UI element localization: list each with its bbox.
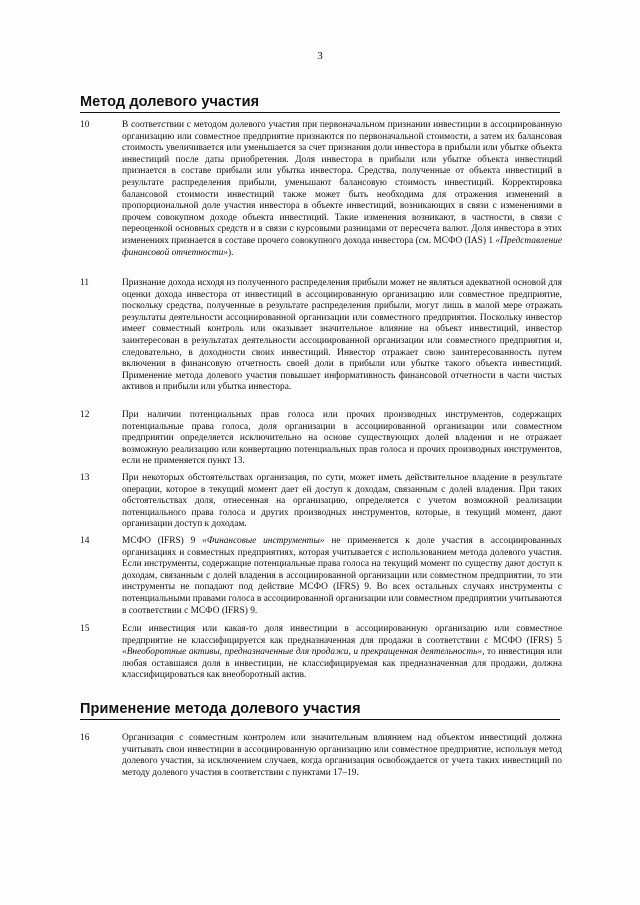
paragraph-text-part: не применяется к доле участия в ассоциированных организациях и совместных предприятиях, которая учитывается с использованием метода долевого участия. Если инструменты, содержащие потенциальные права голоса на текущий момент по существу дают доступ к доходам, связанным с долей владения в ассоциированной организации или совместном предприятии, то эти инструменты не попадают под действие МСФО (IFRS) 9. Во всех остальных случаях инструменты с потенциальными правами голоса в ассоциированной организации или совместном предприятии учитываются в соответствии с МСФО (IFRS) 9. [122, 536, 562, 616]
paragraph-text-part: Если инвестиция или какая-то доля инвестиции в ассоциированную организацию или совместное предприятие не классифицируется как предназначенная для продажи в соответствии с МСФО (IFRS) 5 [122, 624, 562, 646]
paragraph-text [122, 536, 562, 617]
paragraph-number: 14 [80, 536, 90, 546]
paragraph-text-part: МСФО (IFRS) 9 [122, 536, 203, 546]
paragraph-text-part: ). [228, 247, 234, 258]
paragraph-number: 15 [80, 624, 90, 634]
paragraph-number: 13 [80, 473, 90, 483]
paragraph-number: 16 [80, 733, 90, 743]
paragraph-number: 10 [80, 120, 90, 130]
paragraph-text [122, 624, 562, 682]
standard-title-ias1: «Представление финансовой отчетности» [122, 235, 562, 258]
paragraph-text [122, 120, 562, 259]
paragraph-number: 12 [80, 410, 90, 420]
paragraph-text-part: , то инвестиция или любая оставшаяся доля в инвестиции, не классифицируемая как предназначенная для продажи, должна классифицироваться как внеоборотный актив. [122, 647, 562, 681]
section-heading-equity-method: Метод долевого участия [80, 93, 560, 113]
paragraph-text-part: В соответствии с методом долевого участия при первоначальном признании инвестиции в ассоциированную организацию или совместное предприятие признаются по первоначальной стоимости, а затем их балансовая стоимость увеличивается или уменьшается за счет признания доли инвестора в прибыли или убытке объекта инвестиций после даты приобретения. Доля инвестора в прибыли или убытке объекта инвестиций признается в составе прибыли или убытка инвестора. Средства, полученные от объекта инвестиций в результате распределения прибыли, уменьшают балансовую стоимость инвестиций. Корректировка балансовой стоимости инвестиций также может быть необходима для отражения изменений в пропорциональной доле участия инвестора в объекте инвестиций, возникающих в связи с изменениями в прочем совокупном доходе объекта инвестиций. Такие изменения возникают, в частности, в связи с переоценкой основных средств и в связи с курсовыми разницами от пересчета валют. Доля инвестора в этих изменениях признается в составе прочего совокупного дохода инвестора (см. МСФО (IAS) 1 [122, 120, 562, 246]
standard-title-ifrs9: «Финансовые инструменты» [202, 536, 325, 546]
paragraph-text: При наличии потенциальных прав голоса или прочих производных инструментов, содержащих потенциальные права голоса, доля организации в ассоциированной организации или совместном предприятии определяется исключительно на основе существующих долей владения и не отражает возможную реализацию или конвертацию потенциальных прав голоса и прочих производных инструментов, если не применяется пункт 13. [122, 410, 562, 467]
section-heading-applying-equity-method: Применение метода долевого участия [80, 700, 560, 720]
paragraph-number: 11 [80, 278, 90, 288]
paragraph-text: При некоторых обстоятельствах организация, по сути, может иметь действительное владение в результате операции, которое в текущий момент дает ей доступ к доходам, связанным с долей владения. При таких обстоятельствах доля, отнесенная на организацию, определяется с учетом возможной реализации потенциального права голоса и других производных инструментов, которые, в текущий момент, дают организации доступ к доходам. [122, 473, 562, 530]
paragraph-text: Организация с совместным контролем или значительным влиянием над объектом инвестиций должна учитывать свои инвестиции в ассоциированную организацию или совместное предприятие, используя метод долевого участия, за исключением случаев, когда организация освобождается от учета таких инвестиций по методу долевого участия в соответствии с пунктами 17–19. [122, 733, 562, 778]
standard-title-ifrs5: «Внеоборотные активы, предназначенные для продажи, и прекращенная деятельность» [122, 647, 483, 658]
page-number: 3 [317, 50, 323, 62]
paragraph-text: Признание дохода исходя из полученного распределения прибыли может не являться адекватной основой для оценки дохода инвестора от инвестиций в ассоциированную организацию или совместное предприятие, поскольку средства, полученные в результате распределения прибыли, могут лишь в малой мере отражать результаты деятельности ассоциированной организации или совместного предприятия. Поскольку инвестор имеет совместный контроль или оказывает значительное влияние на объект инвестиций, инвестор заинтересован в результатах деятельности ассоциированной организации или совместного предприятия и, следовательно, в доходности своих инвестиций. Инвестор отражает свою заинтересованность путем включения в финансовую отчетность своей доли в прибыли или убытке такого объекта инвестиций. Применение метода долевого участия повышает информативность финансовой отчетности в части чистых активов и прибыли или убытка инвестора. [122, 278, 562, 393]
